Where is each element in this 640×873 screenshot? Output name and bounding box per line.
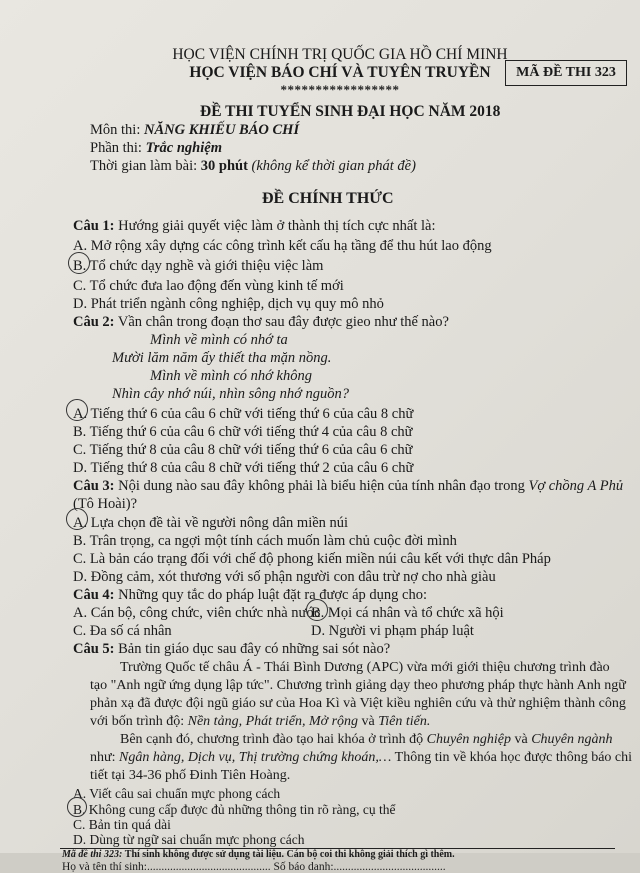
q4-option-c: C. Đa số cá nhân <box>73 623 172 639</box>
time-value: 30 phút <box>200 158 248 174</box>
q3-option-b: B. Trân trọng, ca ngợi một tính cách muốn làm chủ cuộc đời mình <box>73 533 457 549</box>
q1-option-c: C. Tổ chức đưa lao động đến vùng kinh tế mới <box>73 278 344 294</box>
institution-line-2: HỌC VIỆN BÁO CHÍ VÀ TUYÊN TRUYỀN <box>189 64 491 81</box>
question-5-text: Bản tin giáo dục sau đây có những sai sót nào? <box>118 641 391 657</box>
q5-option-a: A. Viết câu sai chuẩn mực phong cách <box>73 786 281 801</box>
poem-line-4: Nhìn cây nhớ núi, nhìn sông nhớ nguồn? <box>112 386 349 402</box>
question-3-work: Vợ chồng A Phủ <box>528 478 624 494</box>
passage-line-1: Trường Quốc tế châu Á - Thái Bình Dương (APC) vừa mới giới thiệu chương trình đào <box>120 660 610 675</box>
footer-candidate: Họ và tên thí sinh:........................................... Số báo danh:....................................... <box>62 861 446 873</box>
question-1-text: Hướng giải quyết việc làm ở thành thị tích cực nhất là: <box>118 218 436 234</box>
part-label: Phần thi: <box>90 140 142 156</box>
q5-answer-circle <box>67 797 87 817</box>
q4-option-b: B. Mọi cá nhân và tổ chức xã hội <box>311 605 504 621</box>
q3-option-a: A. Lựa chọn đề tài về người nông dân miền núi <box>73 515 349 531</box>
q5-option-b: B. Không cung cấp được đủ những thông tin rõ ràng, cụ thể <box>73 802 396 817</box>
q2-option-a: A. Tiếng thứ 6 của câu 6 chữ với tiếng thứ 6 của câu 8 chữ <box>73 406 414 422</box>
q2-option-c: C. Tiếng thứ 8 của câu 8 chữ với tiếng thứ 6 của câu 6 chữ <box>73 442 413 458</box>
question-3 <box>73 478 623 495</box>
poem-line-2: Mười lăm năm ấy thiết tha mặn nồng. <box>112 350 332 366</box>
question-2-label: Câu 2: <box>73 314 115 330</box>
question-5-label: Câu 5: <box>73 641 115 657</box>
q1-option-d: D. Phát triển ngành công nghiệp, dịch vụ quy mô nhỏ <box>73 296 384 312</box>
time-label: Thời gian làm bài: <box>90 158 198 174</box>
question-3-author: (Tô Hoài)? <box>73 496 138 512</box>
subject-label: Môn thi: <box>90 122 141 138</box>
q4-option-d: D. Người vi phạm pháp luật <box>311 623 474 639</box>
q4-option-a: A. Cán bộ, công chức, viên chức nhà nước <box>73 605 321 621</box>
question-5 <box>73 641 390 658</box>
question-1-label: Câu 1: <box>73 218 115 234</box>
question-1 <box>73 218 435 235</box>
question-3-text: Nội dung nào sau đây không phải là biểu hiện của tính nhân đạo trong <box>118 478 525 494</box>
q2-answer-circle <box>66 399 88 421</box>
q1-option-b: B. Tổ chức dạy nghề và giới thiệu việc làm <box>73 258 324 274</box>
official-label: ĐỀ CHÍNH THỨC <box>262 190 394 207</box>
question-4-text: Những quy tắc do pháp luật đặt ra được áp dụng cho: <box>118 587 428 603</box>
passage-line-4: với bốn trình độ: Nền tảng, Phát triển, Mở rộng và Tiên tiến. <box>90 714 431 729</box>
part-row <box>90 140 222 157</box>
exam-title: ĐỀ THI TUYỂN SINH ĐẠI HỌC NĂM 2018 <box>200 103 501 120</box>
q5-option-d: D. Dùng từ ngữ sai chuẩn mực phong cách <box>73 832 305 847</box>
part-value: Trắc nghiệm <box>145 140 222 156</box>
footer-code: Mã đề thi 323: <box>62 849 123 860</box>
institution-line-1: HỌC VIỆN CHÍNH TRỊ QUỐC GIA HỒ CHÍ MINH <box>172 46 508 63</box>
header-stars: ***************** <box>280 82 400 97</box>
passage-line-2: tạo "Anh ngữ ứng dụng lập tức". Chương trình giảng dạy theo phương pháp thực hành Anh ngữ <box>90 678 626 693</box>
footer-instruction: Thí sinh không được sử dụng tài liệu. Cán bộ coi thi không giải thích gì thêm. <box>124 849 455 860</box>
subject-value: NĂNG KHIẾU BÁO CHÍ <box>143 122 300 138</box>
q4-answer-circle <box>306 599 328 621</box>
q3-option-d: D. Đồng cảm, xót thương với số phận người con dâu trừ nợ cho nhà giàu <box>73 569 496 585</box>
passage-line-3: phản xạ đã được đội ngũ giáo sư của Hoa Kì và Việt kiều nghiên cứu và thử nghiệm thành công <box>90 696 626 711</box>
question-3-label: Câu 3: <box>73 478 115 494</box>
passage-line-7: tiết tại 34-36 phố Đinh Tiên Hoàng. <box>90 768 291 783</box>
poem-line-1: Mình về mình có nhớ ta <box>150 332 288 348</box>
time-row <box>90 158 416 175</box>
q3-answer-circle <box>66 508 88 530</box>
question-2 <box>73 314 449 331</box>
exam-code-box: MÃ ĐỀ THI 323 <box>505 60 627 86</box>
footer-note <box>62 849 455 860</box>
question-4 <box>73 587 427 604</box>
poem-line-3: Mình về mình có nhớ không <box>150 368 312 384</box>
q3-option-c: C. Là bản cáo trạng đối với chế độ phong kiến miền núi câu kết với thực dân Pháp <box>73 551 551 567</box>
subject-row <box>90 122 299 139</box>
passage-line-5: Bên cạnh đó, chương trình đào tạo hai khóa ở trình độ Chuyên nghiệp và Chuyên ngành <box>120 732 613 747</box>
question-2-text: Vần chân trong đoạn thơ sau đây được gieo như thế nào? <box>117 314 449 330</box>
q2-option-b: B. Tiếng thứ 6 của câu 6 chữ với tiếng thứ 4 của câu 8 chữ <box>73 424 413 440</box>
q1-answer-circle <box>68 252 90 274</box>
time-note: (không kể thời gian phát đề) <box>251 158 416 174</box>
q1-option-a: A. Mở rộng xây dựng các công trình kết cấu hạ tầng để thu hút lao động <box>73 238 492 254</box>
q5-option-c: C. Bản tin quá dài <box>73 817 171 832</box>
q2-option-d: D. Tiếng thứ 8 của câu 8 chữ với tiếng thứ 2 của câu 6 chữ <box>73 460 414 476</box>
question-4-label: Câu 4: <box>73 587 115 603</box>
passage-line-6: như: Ngân hàng, Dịch vụ, Thị trường chứng khoán,… Thông tin về khóa học được thông báo chi <box>90 750 633 765</box>
